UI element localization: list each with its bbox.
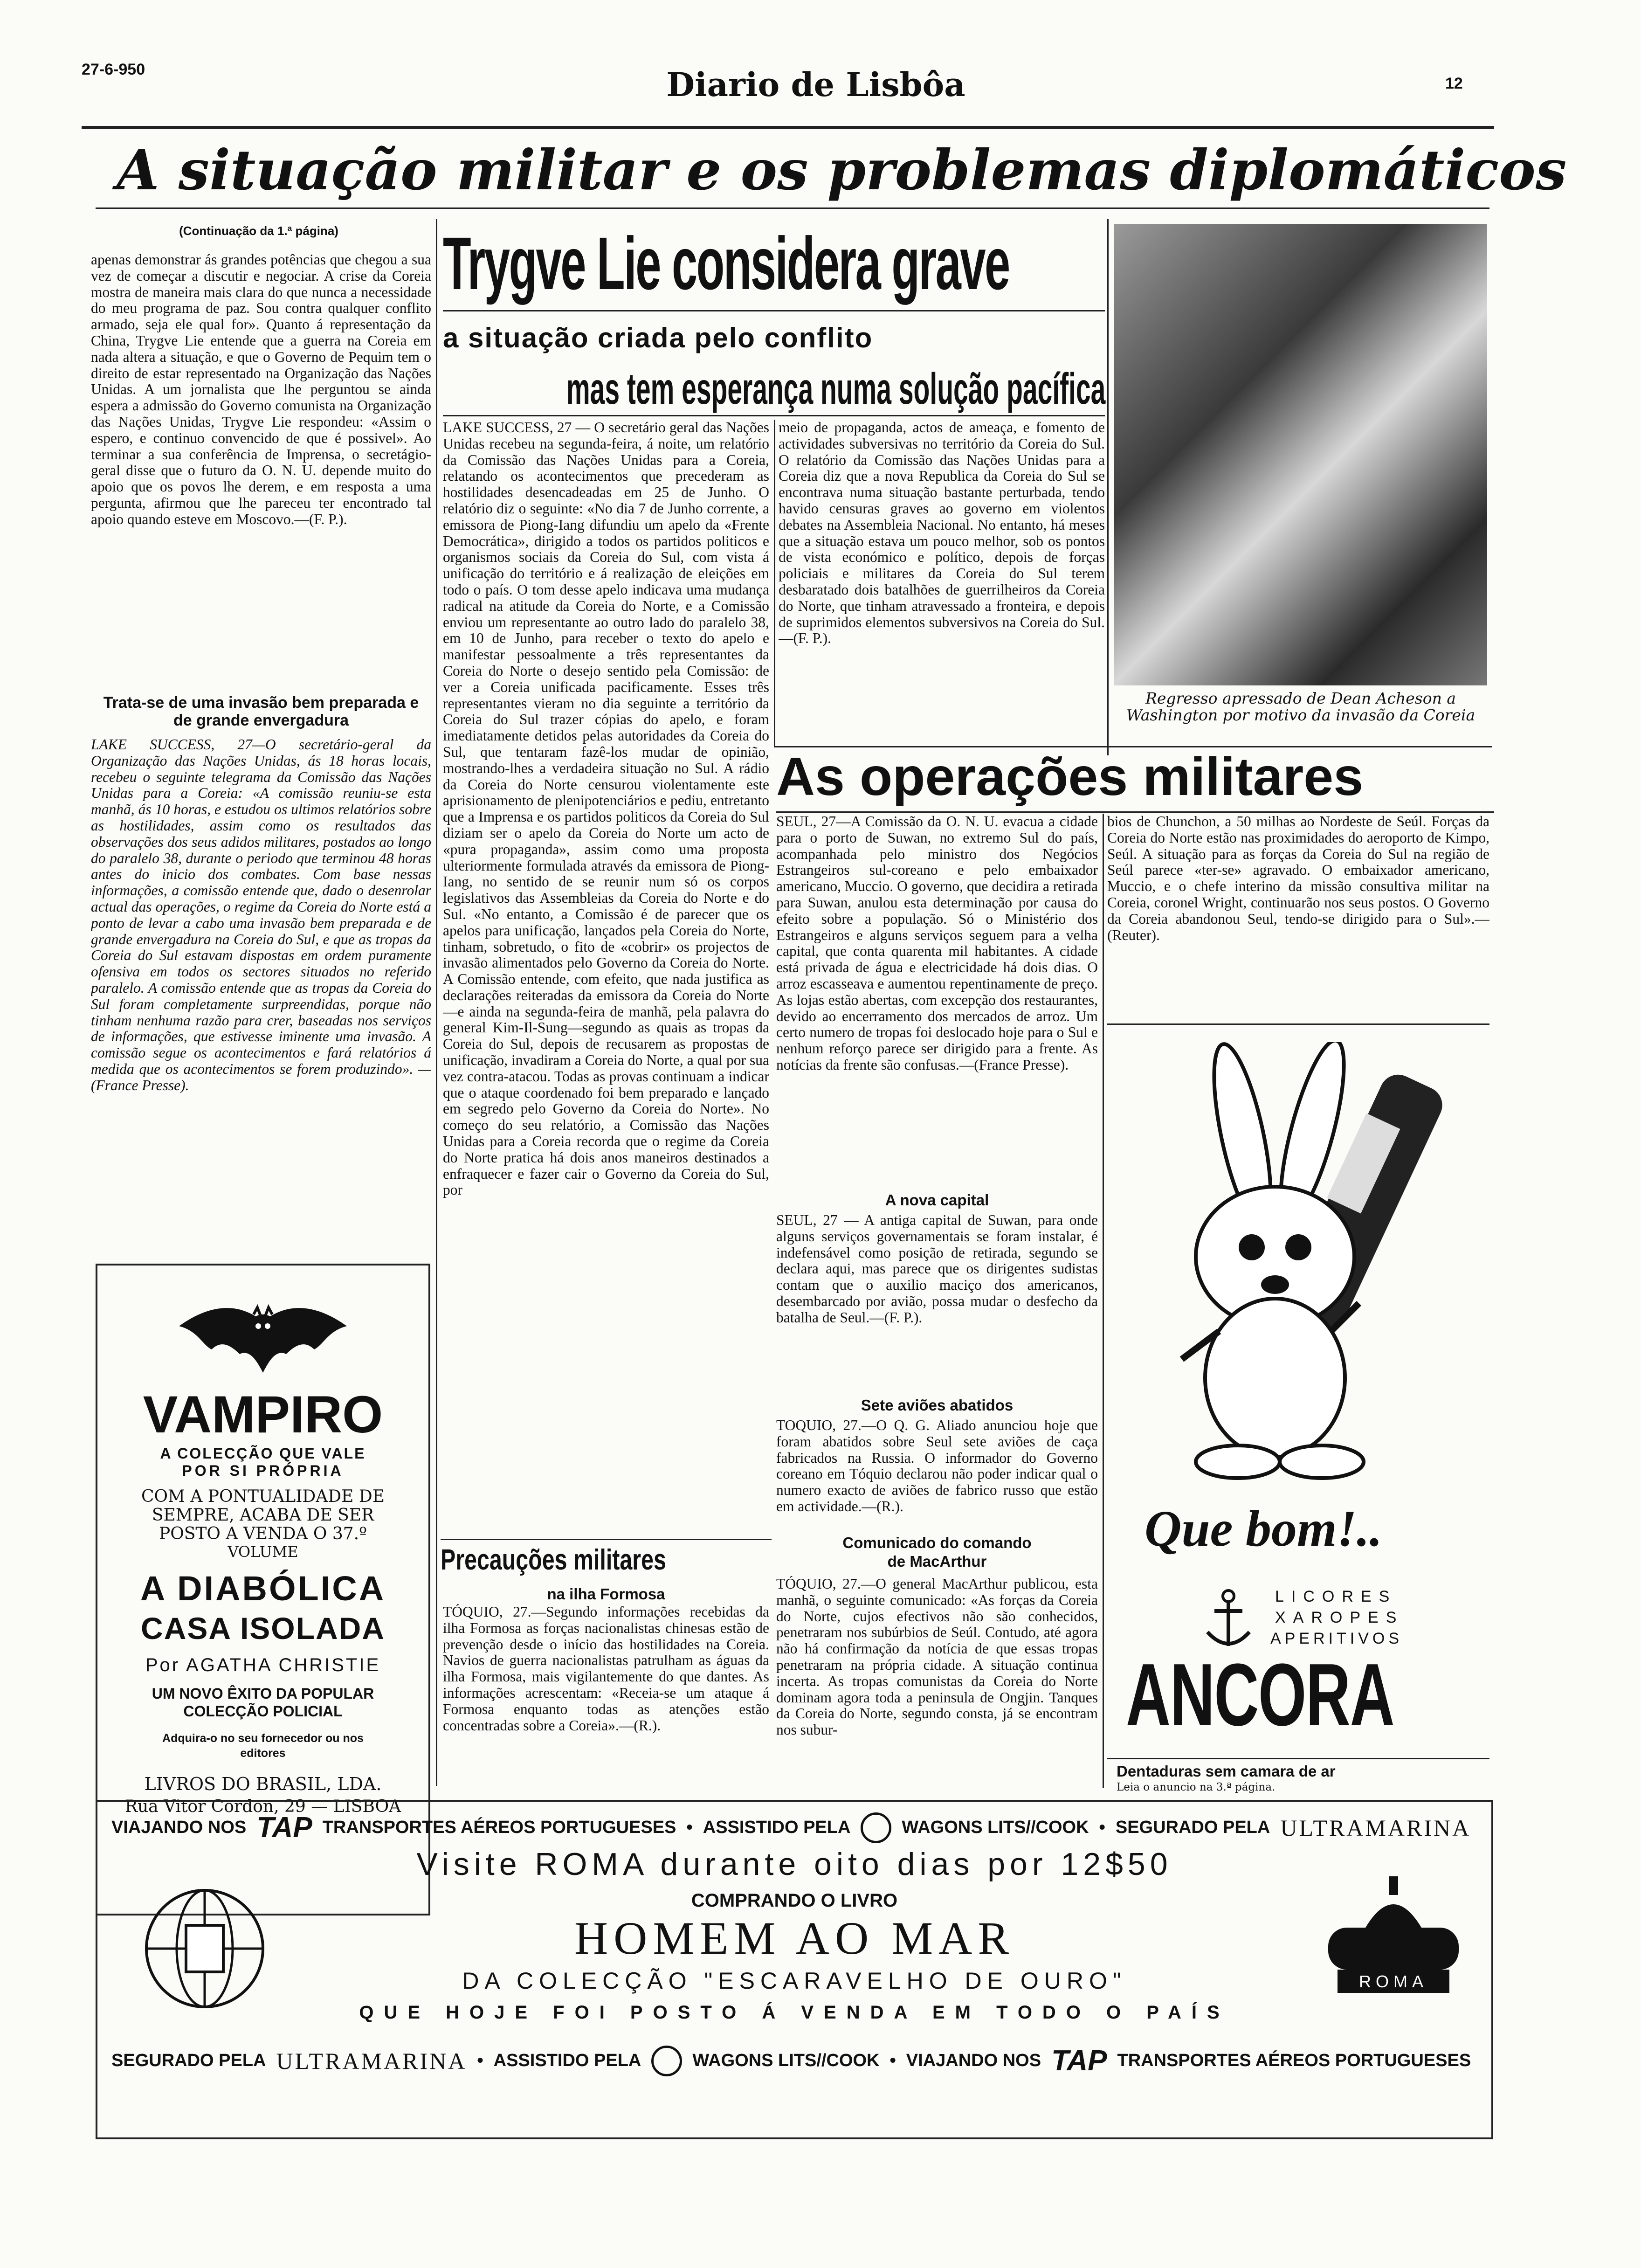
- banner-headline: A situação militar e os problemas diplomáticos: [117, 138, 1567, 202]
- ancora-xaropes: XAROPES: [1275, 1609, 1404, 1626]
- operacoes-headline: As operações militares: [776, 747, 1364, 807]
- ancora-licores: LICORES: [1275, 1588, 1397, 1605]
- vampiro-line3: COM A PONTUALIDADE DE: [141, 1487, 385, 1506]
- tap-row2-wagons: WAGONS LITS//COOK: [692, 2051, 880, 2070]
- tap-row2-bullet1: •: [477, 2051, 483, 2070]
- tap-row2-viajando: VIAJANDO NOS: [906, 2051, 1041, 2070]
- avioes-head: Sete aviões abatidos: [861, 1397, 1014, 1414]
- tap-row1-bullet2: •: [1099, 1818, 1105, 1837]
- vampiro-author: Por AGATHA CHRISTIE: [145, 1655, 381, 1675]
- ancora-ad[interactable]: [1117, 1033, 1485, 1760]
- trygve-deck1: a situação criada pelo conflito: [443, 322, 873, 353]
- macarthur-head1: Comunicado do comando: [842, 1534, 1032, 1551]
- precaucoes-title: Precauções militares: [441, 1544, 666, 1576]
- tap-row2-bullet2: •: [889, 2051, 896, 2070]
- ancora-brand: ANCORA: [1126, 1646, 1394, 1744]
- vampiro-book2: CASA ISOLADA: [141, 1611, 385, 1646]
- colecao-escaravelho: DA COLECÇÃO "ESCARAVELHO DE OURO": [462, 1968, 1127, 1994]
- vampiro-line2: POR SI PRÓPRIA: [182, 1462, 344, 1479]
- tap-row1-wagons: WAGONS LITS//COOK: [902, 1818, 1089, 1837]
- tap-logo: TAP: [256, 1812, 312, 1844]
- vampiro-title: VAMPIRO: [143, 1385, 383, 1444]
- vampiro-acquire2: editores: [240, 1747, 286, 1760]
- rabbit-illustration: [1126, 1042, 1480, 1485]
- tap-ad[interactable]: [96, 1800, 1493, 2139]
- masthead-rule: [82, 126, 1494, 129]
- wagons-lits-icon-2: [651, 2046, 682, 2076]
- ancora-rule: [1107, 1758, 1489, 1759]
- tap-row2-segurado: SEGURADO PELA: [111, 2051, 266, 2070]
- col1-subhead: Trata-se de uma invasão bem preparada e de grande envergadura: [103, 694, 419, 729]
- precaucoes-rule-top: [441, 1539, 772, 1540]
- vampiro-line1: A COLECÇÃO QUE VALE: [160, 1445, 366, 1462]
- vampiro-line6: VOLUME: [228, 1543, 298, 1561]
- anchor-icon: [1200, 1588, 1256, 1653]
- masthead-title: Diario de Lisbôa: [666, 65, 965, 104]
- livro-title: HOMEM AO MAR: [574, 1912, 1015, 1964]
- ancora-slogan: Que bom!..: [1145, 1500, 1383, 1557]
- vampiro-acquire1: Adquira-o no seu fornecedor ou nos: [162, 1732, 364, 1745]
- tap-row2-assistido: ASSISTIDO PELA: [493, 2051, 641, 2070]
- ultramarina-logo: ULTRAMARINA: [1280, 1814, 1471, 1841]
- col1-italic-body: LAKE SUCCESS, 27—O secretário-geral da Organização das Nações Unidas, ás 18 horas locais, recebeu o seguinte telegrama da Comissão das Nações Unidas para a Coreia: «A comissão reuniu-se esta manhã, ás 10 horas, e estudou os ultimos relatórios sobre as hostilidades, assim como os resultados das observações dos seus adidos militares, postados ao longo do paralelo 38, durante o periodo que terminou 48 horas antes do inicio dos combates. Com base nessas informações, a comissão entende que, dado o desenrolar actual das operações, o regime da Coreia do Norte está a ponto de levar a cabo uma invasão bem preparada e de grande envergadura na Coreia do Sul, e que as tropas da Coreia do Sul estavam dispostas em ordem puramente ofensiva em todos os sectores situados no referido paralelo. A comissão entende que as tropas da Coreia do Sul foram completamente surpreendidas, porque não tinham nenhuma razão para crer, baseadas nos serviços de informações, que estivesse iminente uma invasão. A comissão segue os acontecimentos e fará relatórios á medida que os acontecimentos se forem produzindo». —(France Presse).: [91, 737, 431, 1093]
- visite-roma: Visite ROMA durante oito dias por 12$50: [416, 1846, 1172, 1882]
- tap-row1-transportes: TRANSPORTES AÉREOS PORTUGUESES: [322, 1818, 676, 1837]
- ancora-foot2: Leia o anuncio na 3.ª página.: [1117, 1781, 1276, 1793]
- globe-icon: [135, 1881, 275, 2016]
- operacoes-col-b: bios de Chunchon, a 50 milhas ao Nordeste de Seúl. Forças da Coreia do Norte estão nas proximidades do aeroporto de Kimpo, Seúl. A situação para as forças da Coreia do Sul na região de Seúl parece «ter-se» agravado. O embaixador americano, Muccio, e o chefe interino da missão consultiva militar na Coreia, coronel Wright, continuarão nos seus postos. O Governo da Coreia abandonou Seul, tendo-se dirigido para o Sul».—(Reuter).: [1107, 814, 1489, 943]
- trygve-col-b: meio de propaganda, actos de ameaça, e fomento de actividades subversivas no território da Coreia do Sul. O relatório da Comissão das Nações Unidas para a Coreia diz que a nova Republica da Coreia do Sul se encontrava numa situação bastante perturbada, tendo havido censuras graves ao governo em violentos debates na Assembleia Nacional. No entanto, há meses que a situação estava um pouco melhor, sob os pontos de vista económico e político, depois de forças policiais e militares da Coreia do Sul terem desbaratado dois batalhões de guerrilheiros da Coreia do Norte, que tinham atravessado a fronteira, e depois de suprimidos elementos subversivos na Coreia do Sul.—(F. P.).: [779, 420, 1105, 647]
- tap-row1-assistido: ASSISTIDO PELA: [703, 1818, 851, 1837]
- nova-capital-head: A nova capital: [885, 1191, 989, 1209]
- ancora-foot1: Dentaduras sem camara de ar: [1117, 1763, 1336, 1780]
- roma-label: ROMA: [1359, 1972, 1428, 1991]
- comprando-livro: COMPRANDO O LIVRO: [691, 1890, 898, 1911]
- masthead-date: 27-6-950: [82, 61, 145, 78]
- tap-row2: [111, 2044, 1477, 2077]
- vampiro-publisher: LIVROS DO BRASIL, LDA.: [144, 1774, 382, 1794]
- tap-row1-bullet1: •: [686, 1818, 693, 1837]
- macarthur-body: TÓQUIO, 27.—O general MacArthur publicou, esta manhã, o seguinte comunicado: «As forças da Coreia do Norte, cujos efectivos não são conhecidos, penetraram nos subúrbios de Seúl. Contudo, até agora não há confirmação da notícia de que essas tropas penetraram na própria cidade. A situação continua incerta. As tropas comunistas da Coreia do Norte dominam agora toda a peninsula de Ongjin. Tanques da Coreia do Norte, segundo consta, já se encontram nos subur-: [776, 1576, 1098, 1738]
- wagons-lits-icon: [861, 1812, 891, 1843]
- tap-row1: [111, 1811, 1477, 1844]
- trygve-deck-rule: [443, 415, 1105, 416]
- rule-col1: [436, 219, 437, 1786]
- continuation-note: (Continuação da 1.ª página): [179, 224, 338, 238]
- macarthur-head2: de MacArthur: [887, 1553, 987, 1570]
- nova-capital-body: SEUL, 27 — A antiga capital de Suwan, para onde alguns serviços governamentais se foram instalar, é indefensável como posição de retirada, segundo se declara aqui, mas parece que os dirigentes sudistas contam que o auxilio maciço dos americanos, desembarcado por avião, possa mudar o desfecho da batalha de Seul.—(F. P.).: [776, 1212, 1098, 1326]
- operacoes-rule: [776, 811, 1494, 813]
- rule-photo: [1107, 219, 1109, 755]
- photo-caption: Regresso apressado de Dean Acheson a Washington por motivo da invasão da Coreia: [1126, 689, 1476, 724]
- vampiro-tag2: COLECÇÃO POLICIAL: [183, 1703, 343, 1720]
- vampiro-line4: SEMPRE, ACABA DE SER: [152, 1506, 374, 1525]
- operacoes-col-a: SEUL, 27—A Comissão da O. N. U. evacua a cidade para o porto de Suwan, no extremo Sul do país, acompanhada pelo ministro dos Negócios Estrangeiros sul-coreano e pelo embaixador americano, Muccio. O governo, que decidira a retirada para Suwan, anulou esta determinação por causa do efeito sobre a população. Só o Ministério dos Estrangeiros e alguns serviços seguem para a velha capital, que conta quarenta mil habitantes. A cidade está privada de água e electricidade há dois dias. O arroz escasseava e aumentou repentinamente de preço. As lojas estão abertas, com excepção dos restaurantes, devido ao encerramento dos mercados de arroz. Um certo numero de tropas foi deslocado hoje para o Sul e nenhum reforço parece ser dirigido para a frente. As notícias da frente são confusas.—(France Presse).: [776, 814, 1098, 1073]
- vampiro-book1: A DIABÓLICA: [140, 1569, 386, 1608]
- bat-icon: [170, 1293, 356, 1387]
- rule-trygve: [774, 420, 775, 746]
- precaucoes-sub: na ilha Formosa: [547, 1585, 665, 1603]
- page-number: 12: [1445, 75, 1463, 92]
- trygve-col-a: LAKE SUCCESS, 27 — O secretário geral das Nações Unidas recebeu na segunda-feira, á noite, um relatório da Comissão das Nações Unidas para a Coreia, relatando os acontecimentos que precederam as hostilidades desencadeadas em 25 de Junho. O relatório diz o seguinte: «No dia 7 de Junho corrente, a emissora de Piong-Iang difundiu um apelo da «Frente Democrática», dirigido a todos os partidos politicos e organismos sociais da Coreia do Sul, com vista á unificação do território e á realização de eleições em todo o país. O tom desse apelo indicava uma mudança radical na atitude da Coreia do Norte, e a Comissão enviou um representante ao outro lado do paralelo 38, em 10 de Junho, para receber o texto do apelo e manifestar pessoalmente a três representantes da Coreia do Norte o desejo sentido pela Comissão: de ver a Coreia unificada pacificamente. Esses três representantes vieram no dia seguinte a território da Coreia do Sul trazer cópias do apelo, e foram imediatamente detidos pelas autoridades da Coreia do Sul, que tentaram fazê-los mudar de opinião, mostrando-lhes a verdadeira situação no Sul. A rádio da Coreia do Norte censurou violentamente este aprisionamento de plenipotenciários e pediu, entretanto que a Imprensa e os partidos politicos da Coreia do Sul diziam ser o apelo da Coreia do Norte um acto de «pura propaganda», assim como uma proposta ulteriormente formulada através da emissora de Piong-Iang, no sentido de se reunir num só os corpos legislativos das Assembleias da Coreia do Norte e do Sul. «No entanto, a Comissão é de parecer que os apelos para unificação, lançados pela Coreia do Norte, tinham, sobretudo, o fito de «cobrir» os projectos de invasão alimentados pelo Governo da Coreia do Norte. A Comissão entende, com efeito, que nada justifica as declarações reiteradas da emissora da Coreia do Norte—e ainda na segunda-feira de manhã, pela palavra do general Kim-Il-Sung—segundo as quais as tropas da Coreia do Sul, depois de recusarem as propostas de unificação, invadiram a Coreia do Norte, a qual por sua vez contra-atacou. Todas as provas continuam a indicar que o ataque coordenado foi bem preparado e lançado em segredo pelo Governo da Coreia do Norte». No começo do seu relatório, a Comissão das Nações Unidas para a Coreia recorda que o regime da Coreia do Norte pratica há dois anos maneiros destinados a enfraquecer e fazer cair o Governo da Coreia do Sul, por: [443, 420, 769, 1198]
- trygve-rule: [443, 310, 1105, 311]
- tap-row1-segurado: SEGURADO PELA: [1115, 1818, 1270, 1837]
- vampiro-line5: POSTO A VENDA O 37.º: [159, 1524, 367, 1543]
- hoje-venda: QUE HOJE FOI POSTO Á VENDA EM TODO O PAÍS: [359, 2002, 1230, 2023]
- ancora-aperitivos: APERITIVOS: [1270, 1630, 1403, 1647]
- trygve-deck2: mas tem esperança numa solução pacífica: [566, 364, 1106, 414]
- tap-row2-transportes: TRANSPORTES AÉREOS PORTUGUESES: [1117, 2051, 1471, 2070]
- banner-rule: [96, 207, 1489, 209]
- vampiro-tag1: UM NOVO ÊXITO DA POPULAR: [152, 1685, 374, 1702]
- precaucoes-body: TÓQUIO, 27.—Segundo informações recebidas da ilha Formosa as forças nacionalistas chinesas estão de prevenção desde o início das hostilidades na Coreia. Navios de guerra nacionalistas patrulham as águas da ilha Formosa, mais vigilantemente do que dantes. As informações acrescentam: «Receia-se um ataque á Formosa enquanto todas as atenções estão concentradas sobre a Coreia».—(R.).: [443, 1604, 769, 1734]
- rule-operacoes: [1103, 814, 1104, 1788]
- tap-logo-2: TAP: [1051, 2045, 1107, 2077]
- trygve-headline: Trygve Lie considera grave: [443, 221, 1009, 305]
- ultramarina-logo-2: ULTRAMARINA: [276, 2047, 467, 2074]
- col1-body: apenas demonstrar ás grandes potências que chegou a sua vez de começar a discutir e negociar. A crise da Coreia mostra de maneira mais clara do que nunca a necessidade do meu programa de paz. Sou contra qualquer conflito armado, seja ele qual for». Quanto á representação da China, Trygve Lie entende que a guerra na Coreia em nada altera a situação, e que o Governo de Pequim tem o direito de estar representado na Organização das Nações Unidas. A um jornalista que lhe perguntou se ainda espera a admissão do Governo comunista na Organização das Nações Unidas, Trygve Lie respondeu: «Assim o espero, e continuo convencido de que é possivel». Ao terminar a sua conferência de Imprensa, o secretágio-geral disse que o futuro da O. N. U. depende muito do apoio que os povos lhe derem, e em resposta a uma pergunta, afirmou que lhe pareceu ter encontrado tal apoio quando esteve em Moscovo.—(F. P.).: [91, 252, 431, 527]
- avioes-body: TOQUIO, 27.—O Q. G. Aliado anunciou hoje que foram abatidos sobre Seul sete aviões de caça fabricados na Russia. O informador do Governo coreano em Tóquio declarou não poder indicar qual o numero exacto de aviões de fabrico russo que estão em actividade.—(R.).: [776, 1418, 1098, 1514]
- tap-row1-viajando: VIAJANDO NOS: [111, 1818, 247, 1837]
- vampiro-address: Rua Vitor Cordon, 29 — LISBOA: [124, 1797, 401, 1816]
- acheson-photo: [1114, 224, 1487, 685]
- operacoes-b-rule: [1107, 1023, 1489, 1025]
